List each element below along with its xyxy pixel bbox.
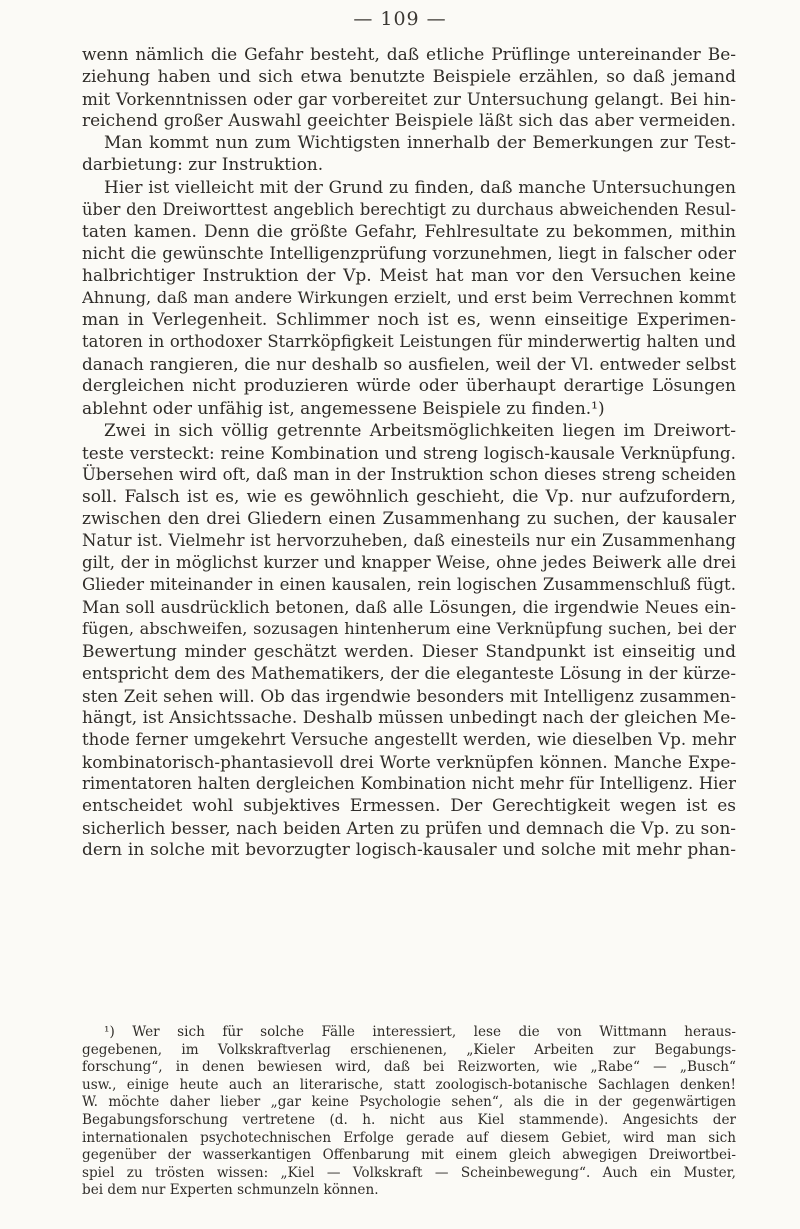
text-line: Natur ist. Vielmehr ist hervorzuheben, daß einesteils nur ein Zusammenhang [82, 531, 736, 551]
text-line: mit Vorkenntnissen oder gar vorbereitet zur Untersuchung gelangt. Bei hin- [82, 89, 736, 110]
text-line: kombinatorisch-phantasievoll drei Worte verknüpfen können. Manche Expe- [82, 752, 736, 772]
text-line: soll. Falsch ist es, wie es gewöhnlich geschieht, die Vp. nur aufzufordern, [82, 486, 736, 507]
text-line: sten Zeit sehen will. Ob das irgendwie besonders mit Intelligenz zusammen- [82, 685, 736, 706]
footnote-line: internationalen psychotechnischen Erfolge gerade auf diesem Gebiet, wird man sich [82, 1129, 736, 1146]
footnote-line: usw., einige heute auch an literarische, statt zoologisch-botanische Sachlagen denken! [82, 1076, 736, 1093]
text-line: teste versteckt: reine Kombination und streng logisch-kausale Verknüpfung. [82, 442, 736, 463]
text-line: entscheidet wohl subjektives Ermessen. Der Gerechtigkeit wegen ist es [82, 796, 736, 817]
text-line: über den Dreiworttest angeblich berechtigt zu durchaus abweichenden Resul- [82, 199, 736, 219]
text-line: tatoren in orthodoxer Starrköpfigkeit Leistungen für minderwertig halten und [82, 332, 736, 352]
text-line: sicherlich besser, nach beiden Arten zu prüfen und demnach die Vp. zu son- [82, 818, 736, 839]
text-line: fügen, abschweifen, sozusagen hintenherum eine Verknüpfung suchen, bei der [82, 619, 736, 639]
footnote [82, 1024, 736, 1200]
text-line: darbietung: zur Instruktion. [82, 155, 324, 176]
main-text [82, 44, 736, 861]
text-line: ablehnt oder unfähig ist, angemessene Beispiele zu finden.¹) [82, 398, 605, 419]
footnote-line: bei dem nur Experten schmunzeln können. [82, 1182, 379, 1199]
text-line: Übersehen wird oft, daß man in der Instruktion schon dieses streng scheiden [82, 464, 736, 484]
footnote-line: W. möchte daher lieber „gar keine Psychologie sehen“, als die in der gegenwärtigen [82, 1094, 736, 1111]
text-line: reichend großer Auswahl geeichter Beispiele läßt sich das aber vermeiden. [82, 111, 736, 132]
text-line: entspricht dem des Mathematikers, der die eleganteste Lösung in der kürze- [82, 663, 736, 683]
text-line: halbrichtiger Instruktion der Vp. Meist hat man vor den Versuchen keine [82, 265, 736, 286]
text-line: Zwei in sich völlig getrennte Arbeitsmöglichkeiten liegen im Dreiwort- [104, 420, 736, 441]
footnote-line: forschung“, in denen bewiesen wird, daß bei Reizworten, wie „Rabe“ — „Busch“ [82, 1059, 736, 1076]
text-line: man in Verlegenheit. Schlimmer noch ist es, wenn einseitige Experimen- [82, 310, 736, 331]
text-line: dergleichen nicht produzieren würde oder überhaupt derartige Lösungen [82, 376, 736, 397]
text-line: hängt, ist Ansichtssache. Deshalb müssen unbedingt nach der gleichen Me- [82, 707, 736, 728]
text-line: Man kommt nun zum Wichtigsten innerhalb der Bemerkungen zur Test- [104, 133, 736, 154]
text-line: wenn nämlich die Gefahr besteht, daß etliche Prüflinge untereinander Be- [82, 45, 736, 65]
text-line: dern in solche mit bevorzugter logisch-kausaler und solche mit mehr phan- [82, 840, 736, 861]
footnote-line: gegenüber der wasserkantigen Offenbarung mit einem gleich abwegigen Dreiwortbei- [82, 1147, 736, 1164]
text-line: Glieder miteinander in einen kausalen, rein logischen Zusammenschluß fügt. [82, 575, 736, 595]
text-line: thode ferner umgekehrt Versuche angestellt werden, wie dieselben Vp. mehr [82, 729, 736, 749]
page-number: — 109 — [353, 8, 447, 30]
footnote-line: ¹) Wer sich für solche Fälle interessiert, lese die von Wittmann heraus- [104, 1024, 736, 1040]
text-line: rimentatoren halten dergleichen Kombination nicht mehr für Intelligenz. Hier [82, 774, 736, 794]
footnote-line: Begabungsforschung vertretene (d. h. nicht aus Kiel stammende). Angesichts der [82, 1111, 736, 1128]
text-line: nicht die gewünschte Intelligenzprüfung vorzunehmen, liegt in falscher oder [82, 243, 736, 263]
text-line: Hier ist vielleicht mit der Grund zu finden, daß manche Untersuchungen [104, 177, 736, 198]
text-line: gilt, der in möglichst kurzer und knapper Weise, ohne jedes Beiwerk alle drei [82, 553, 736, 573]
text-line: Man soll ausdrücklich betonen, daß alle Lösungen, die irgendwie Neues ein- [82, 597, 736, 618]
text-line: taten kamen. Denn die größte Gefahr, Fehlresultate zu bekommen, mithin [82, 221, 736, 242]
text-line: Bewertung minder geschätzt werden. Dieser Standpunkt ist einseitig und [82, 641, 736, 662]
text-line: ziehung haben und sich etwa benutzte Beispiele erzählen, so daß jemand [82, 67, 736, 88]
footnote-line: spiel zu trösten wissen: „Kiel — Volkskraft — Scheinbewegung“. Auch ein Muster, [82, 1164, 736, 1181]
text-line: zwischen den drei Gliedern einen Zusammenhang zu suchen, der kausaler [82, 508, 736, 529]
text-line: danach rangieren, die nur deshalb so ausfielen, weil der Vl. entweder selbst [82, 354, 736, 375]
text-line: Ahnung, daß man andere Wirkungen erzielt, und erst beim Verrechnen kommt [82, 288, 736, 308]
footnote-line: gegebenen, im Volkskraftverlag erschienenen, „Kieler Arbeiten zur Begabungs- [82, 1041, 736, 1058]
